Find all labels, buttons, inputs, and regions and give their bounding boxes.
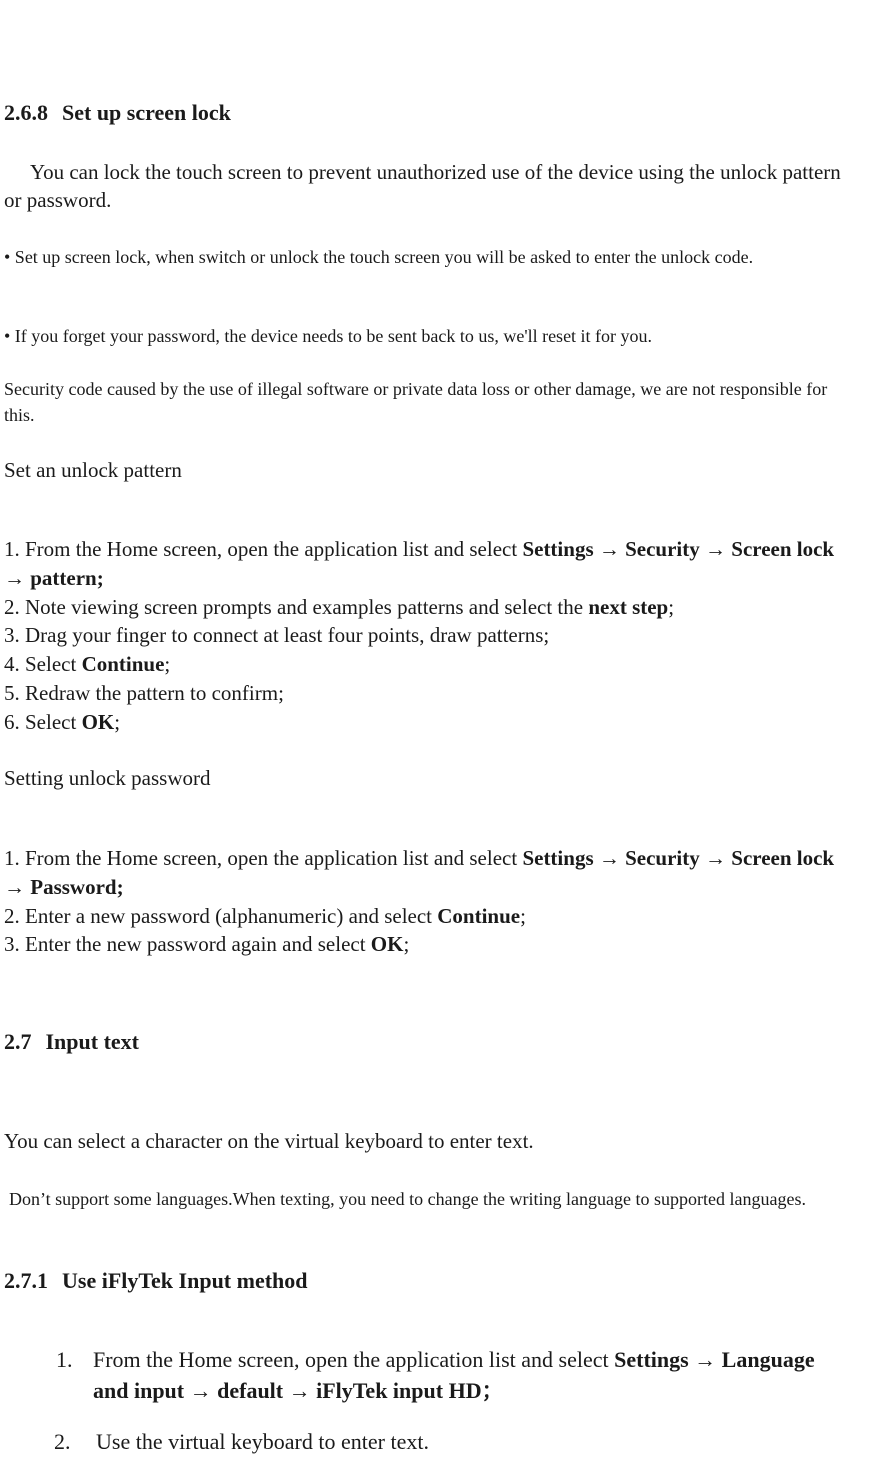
password-steps-list (4, 844, 852, 959)
list-item: 5. Redraw the pattern to confirm; (4, 680, 284, 705)
section-heading-2-7 (4, 1029, 854, 1055)
section-heading-2-7-1 (4, 1268, 854, 1294)
bullet-item: • Set up screen lock, when switch or unlock the touch screen you will be asked to enter the unlock code. (4, 247, 754, 267)
list-number: 2. (54, 1429, 71, 1454)
section-number: 2.7.1 (4, 1268, 48, 1293)
list-item: 6. Select OK; (4, 709, 121, 734)
list-item: 4. Select Continue; (4, 652, 171, 677)
list-item: 3. Drag your finger to connect at least four points, draw patterns; (4, 623, 550, 648)
section-number: 2.6.8 (4, 100, 48, 125)
list-item: 1. From the Home screen, open the application list and select Settings → Security → Screen lock → pattern; (4, 537, 835, 590)
section-heading-2-6-8 (4, 100, 854, 126)
section-title: Input text (45, 1029, 140, 1054)
pattern-steps-list (4, 535, 852, 737)
intro-paragraph: You can lock the touch screen to prevent unauthorized use of the device using the unlock pattern or password. (4, 160, 841, 212)
list-item: 1. From the Home screen, open the application list and select Settings → Security → Screen lock → Password; (4, 846, 835, 899)
list-item-text: From the Home screen, open the application list and select Settings → Language and input → default → iFlyTek input HD； (93, 1347, 815, 1403)
list-item-text: Use the virtual keyboard to enter text. (96, 1429, 429, 1454)
list-item: 2. Note viewing screen prompts and examples patterns and select the next step; (4, 594, 675, 619)
list-number: 1. (56, 1347, 73, 1372)
section-title: Use iFlyTek Input method (62, 1268, 308, 1293)
bullet-item: • If you forget your password, the device needs to be sent back to us, we'll reset it for you. (4, 326, 653, 346)
subheading-unlock-password: Setting unlock password (4, 766, 211, 790)
list-item: 3. Enter the new password again and select OK; (4, 932, 410, 957)
subheading-unlock-pattern: Set an unlock pattern (4, 458, 182, 482)
input-text-intro: You can select a character on the virtual keyboard to enter text. (4, 1129, 534, 1153)
section-title: Set up screen lock (62, 100, 231, 125)
list-item: 2. Enter a new password (alphanumeric) and select Continue; (4, 903, 526, 928)
disclaimer-paragraph: Security code caused by the use of illegal software or private data loss or other damage, we are not responsible for this. (4, 379, 828, 425)
language-note: Don’t support some languages.When texting, you need to change the writing language to supported languages. (9, 1189, 806, 1209)
section-number: 2.7 (4, 1029, 32, 1054)
